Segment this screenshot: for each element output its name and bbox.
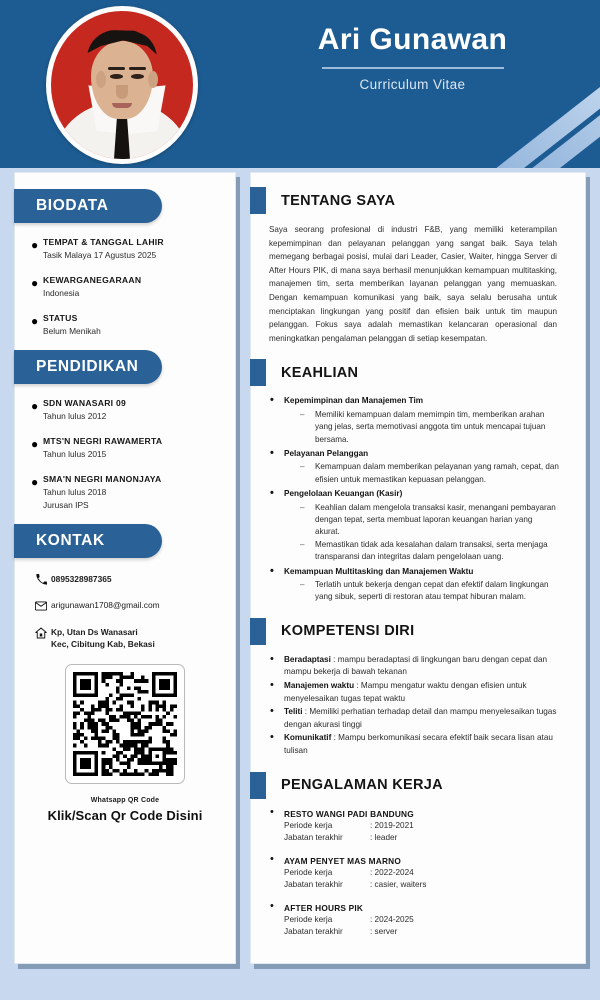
company-name: • RESTO WANGI PADI BANDUNG	[284, 808, 414, 819]
skill-title: • Pengelolaan Keuangan (Kasir)	[269, 488, 559, 500]
sidebar-card	[14, 172, 236, 964]
bullet-icon: ●	[31, 276, 39, 290]
skill-detail: – Memastikan tidak ada kesalahan dalam transaksi, serta menjaga transparansi dan integritas dalam pengelolaan uang.	[300, 539, 559, 564]
qr-code-icon[interactable]	[73, 672, 177, 776]
school-name: SDN WANASARI 09	[43, 398, 127, 408]
competency-label: Manajemen waktu	[284, 681, 355, 691]
heading-text: PENGALAMAN KERJA	[281, 777, 443, 794]
list-item	[31, 274, 223, 299]
position-value: : leader	[370, 832, 398, 842]
list-item	[31, 236, 223, 261]
skill-title: • Kemampuan Multitasking dan Manajemen Waktu	[269, 566, 559, 578]
pengalaman-heading	[251, 772, 571, 799]
company-name: • AFTER HOURS PIK	[284, 902, 364, 913]
period-value: : 2019-2021	[370, 820, 414, 830]
qr-section	[15, 664, 235, 823]
header-title-block	[240, 22, 585, 92]
contact-phone[interactable]	[31, 573, 225, 585]
period-value: : 2024-2025	[370, 914, 414, 924]
competency-list	[251, 654, 571, 758]
position-label: Jabatan terakhir	[284, 926, 343, 936]
list-item	[269, 680, 559, 705]
phone-icon	[31, 573, 51, 585]
kontak-badge	[14, 524, 162, 558]
competency-text: : Mampu berkomunikasi secara efektif baik secara lisan atau tulisan	[284, 733, 553, 755]
skill-detail: – Keahlian dalam mengelola transaksi kasir, menangani pembayaran dengan tepat, serta membuat laporan keuangan harian yang akurat.	[300, 502, 559, 539]
page-subtitle: Curriculum Vitae	[359, 77, 466, 92]
section-keahlian	[251, 359, 585, 604]
biodata-badge	[14, 189, 162, 223]
bullet-icon: ●	[31, 437, 39, 451]
list-item	[269, 654, 559, 679]
position-label: Jabatan terakhir	[284, 879, 343, 889]
bullet-icon: ●	[31, 314, 39, 328]
table-row	[269, 902, 559, 938]
about-paragraph: Saya seorang profesional di industri F&B, yang memiliki keterampilan kepemimpinan dan pelayanan pelanggan yang sangat baik. Saya telah memegang berbagai posisi, mulai dari Leader, Casier, Waiter, hingga Server di After Hours PIK, di mana saya berhasil menunjukkan kemampuan multitasking, manajemen tim, serta memberikan layanan pelanggan yang memuaskan. Dengan kemampuan komunikasi yang baik, saya selalu berusaha untuk menciptakan lingkungan yang positif dan efisien baik untuk tim maupun pelanggan. Fokus saya adalah memastikan kelancaran operasional dan meningkatkan pengalaman pelanggan di setiap kesempatan.	[269, 225, 557, 343]
skill-details	[269, 409, 559, 446]
company-name: • AYAM PENYET MAS MARNO	[284, 855, 401, 866]
experience-list	[251, 808, 571, 938]
cv-header	[0, 0, 600, 168]
section-pengalaman-kerja	[251, 772, 585, 938]
list-item	[269, 732, 559, 757]
email-address: arigunawan1708@gmail.com	[51, 600, 160, 610]
heading-text: KOMPETENSI DIRI	[281, 623, 415, 640]
heading-marker-icon	[250, 772, 266, 799]
avatar	[46, 6, 198, 164]
heading-text: KEAHLIAN	[281, 364, 359, 381]
competency-text: : Mampu mengatur waktu dengan efisien untuk menyelesaikan tugas tepat waktu	[284, 681, 527, 703]
section-pendidikan	[15, 350, 235, 511]
biodata-item-title: KEWARGANEGARAAN	[43, 275, 142, 285]
skill-title: • Pelayanan Pelanggan	[269, 448, 559, 460]
competency-label: Beradaptasi	[284, 654, 331, 664]
period-value: : 2022-2024	[370, 867, 414, 877]
pendidikan-badge	[14, 350, 162, 384]
school-year: Tahun lulus 2018	[43, 487, 107, 497]
school-year: Tahun lulus 2012	[43, 411, 107, 421]
tentang-saya-heading	[251, 187, 571, 214]
skill-detail: – Memiliki kemampuan dalam memimpin tim, memberikan arahan yang jelas, serta memotivasi anggota tim untuk mencapai tujuan bersama.	[300, 409, 559, 446]
section-kompetensi-diri	[251, 618, 585, 758]
position-label: Jabatan terakhir	[284, 832, 343, 842]
skill-details	[269, 461, 559, 486]
position-value: : server	[370, 926, 398, 936]
section-kontak	[15, 524, 235, 650]
biodata-item-value: Tasik Malaya 17 Agustus 2025	[43, 250, 157, 260]
list-item	[31, 473, 223, 511]
list-item	[31, 397, 223, 422]
skill-detail: – Kemampuan dalam memberikan pelayanan yang ramah, cepat, dan efisien untuk memastikan kepuasan pelanggan.	[300, 461, 559, 486]
school-name: MTS'N NEGRI RAWAMERTA	[43, 436, 163, 446]
title-divider	[322, 67, 504, 69]
profile-photo	[51, 11, 193, 159]
competency-text: : Memiliki perhatian terhadap detail dan mampu menyelesaikan tugas dengan akurasi tinggi	[284, 707, 557, 729]
home-icon	[31, 626, 51, 639]
skill-details	[269, 502, 559, 564]
bullet-icon: ●	[31, 399, 39, 413]
heading-marker-icon	[250, 187, 266, 214]
qr-code-box[interactable]	[65, 664, 185, 784]
list-item	[31, 312, 223, 337]
heading-marker-icon	[250, 359, 266, 386]
biodata-list	[15, 236, 235, 337]
address-line-1: Kp, Utan Ds Wanasari	[51, 627, 138, 637]
biodata-badge-label: BIODATA	[36, 197, 109, 214]
biodata-item-title: TEMPAT & TANGGAL LAHIR	[43, 237, 164, 247]
main-card	[250, 172, 586, 964]
page-title: Ari Gunawan	[317, 23, 508, 56]
list-item	[269, 706, 559, 731]
skill-title: • Kepemimpinan dan Manajemen Tim	[269, 395, 559, 407]
phone-number: 0895328987365	[51, 574, 112, 584]
heading-text: TENTANG SAYA	[281, 192, 396, 209]
heading-marker-icon	[250, 618, 266, 645]
pendidikan-badge-label: PENDIDIKAN	[36, 358, 139, 375]
skill-details	[269, 579, 559, 604]
competency-text: : mampu beradaptasi di lingkungan baru dengan cepat dan mampu bekerja di bawah tekanan	[284, 654, 548, 677]
biodata-item-value: Belum Menikah	[43, 326, 101, 336]
table-row	[269, 808, 559, 844]
address-line-2: Kec, Cibitung Kab, Bekasi	[51, 639, 155, 649]
biodata-item-title: STATUS	[43, 313, 78, 323]
list-item	[31, 435, 223, 460]
school-name: SMA'N NEGRI MANONJAYA	[43, 474, 162, 484]
bullet-icon: ●	[31, 238, 39, 252]
qr-caption-small: Whatsapp QR Code	[90, 797, 160, 804]
kompetensi-heading	[251, 618, 571, 645]
biodata-item-value: Indonesia	[43, 288, 80, 298]
competency-label: Teliti	[284, 707, 303, 717]
school-year: Tahun lulus 2015	[43, 449, 107, 459]
table-row	[269, 855, 559, 891]
school-major: Jurusan IPS	[43, 500, 89, 510]
kontak-badge-label: KONTAK	[36, 532, 105, 549]
position-value: : casier, waiters	[370, 879, 427, 889]
skill-detail: – Terlatih untuk bekerja dengan cepat dan efektif dalam lingkungan yang sibuk, seperti di restoran atau tempat hiburan malam.	[300, 579, 559, 604]
contact-email[interactable]	[31, 599, 225, 612]
envelope-icon	[31, 599, 51, 612]
period-label: Periode kerja	[284, 914, 333, 924]
keahlian-heading	[251, 359, 571, 386]
contact-address	[31, 626, 225, 650]
section-biodata	[15, 173, 235, 337]
section-tentang-saya	[251, 187, 585, 345]
competency-label: Komunikatif	[284, 733, 332, 743]
period-label: Periode kerja	[284, 820, 333, 830]
contact-list	[15, 571, 235, 650]
skills-list	[251, 395, 571, 604]
bullet-icon: ●	[31, 475, 39, 489]
pendidikan-list	[15, 397, 235, 511]
period-label: Periode kerja	[284, 867, 333, 877]
qr-caption-large: Klik/Scan Qr Code Disini	[47, 808, 203, 823]
